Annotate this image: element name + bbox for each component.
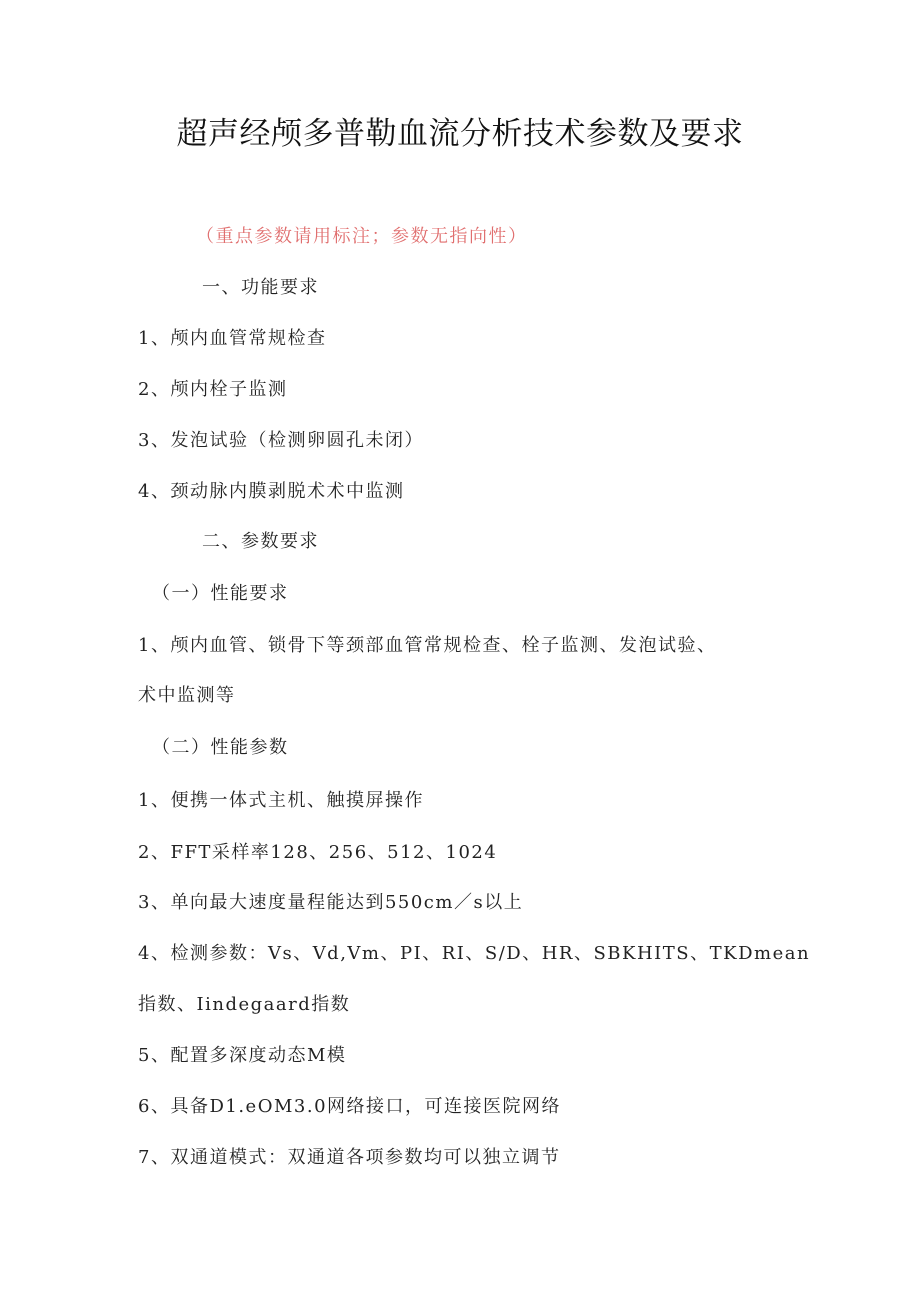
section-heading-functions: 一、功能要求 [202, 277, 319, 298]
document-note: （重点参数请用标注；参数无指向性） [196, 226, 528, 247]
parameter-item-1: 1、便携一体式主机、触摸屏操作 [138, 790, 424, 811]
parameter-item-5: 5、配置多深度动态M模 [138, 1045, 347, 1066]
performance-requirement-line-1: 1、颅内血管、锁骨下等颈部血管常规检查、栓子监测、发泡试验、 [138, 635, 717, 656]
subsection-heading-performance-parameters: （二）性能参数 [152, 737, 289, 758]
function-item-3: 3、发泡试验（检测卵圆孔未闭） [138, 430, 424, 451]
subsection-heading-performance-requirements: （一）性能要求 [152, 583, 289, 604]
function-item-4: 4、颈动脉内膜剥脱术术中监测 [138, 481, 405, 502]
parameter-item-2: 2、FFT采样率128、256、512、1024 [138, 842, 498, 863]
parameter-item-3: 3、单向最大速度量程能达到550cm／s以上 [138, 892, 524, 913]
function-item-1: 1、颅内血管常规检查 [138, 328, 327, 349]
document-title: 超声经颅多普勒血流分析技术参数及要求 [176, 116, 744, 152]
section-heading-parameters: 二、参数要求 [202, 531, 319, 552]
parameter-item-4-continued: 指数、Iindegaard指数 [138, 994, 351, 1015]
parameter-item-7: 7、双通道模式：双通道各项参数均可以独立调节 [138, 1147, 561, 1168]
parameter-item-4: 4、检测参数：Vs、Vd,Vm、PI、RI、S/D、HR、SBKHITS、TKDmean [138, 943, 811, 964]
parameter-item-6: 6、具备D1.eOM3.0网络接口，可连接医院网络 [138, 1096, 562, 1117]
function-item-2: 2、颅内栓子监测 [138, 379, 288, 400]
performance-requirement-line-2: 术中监测等 [138, 685, 236, 706]
